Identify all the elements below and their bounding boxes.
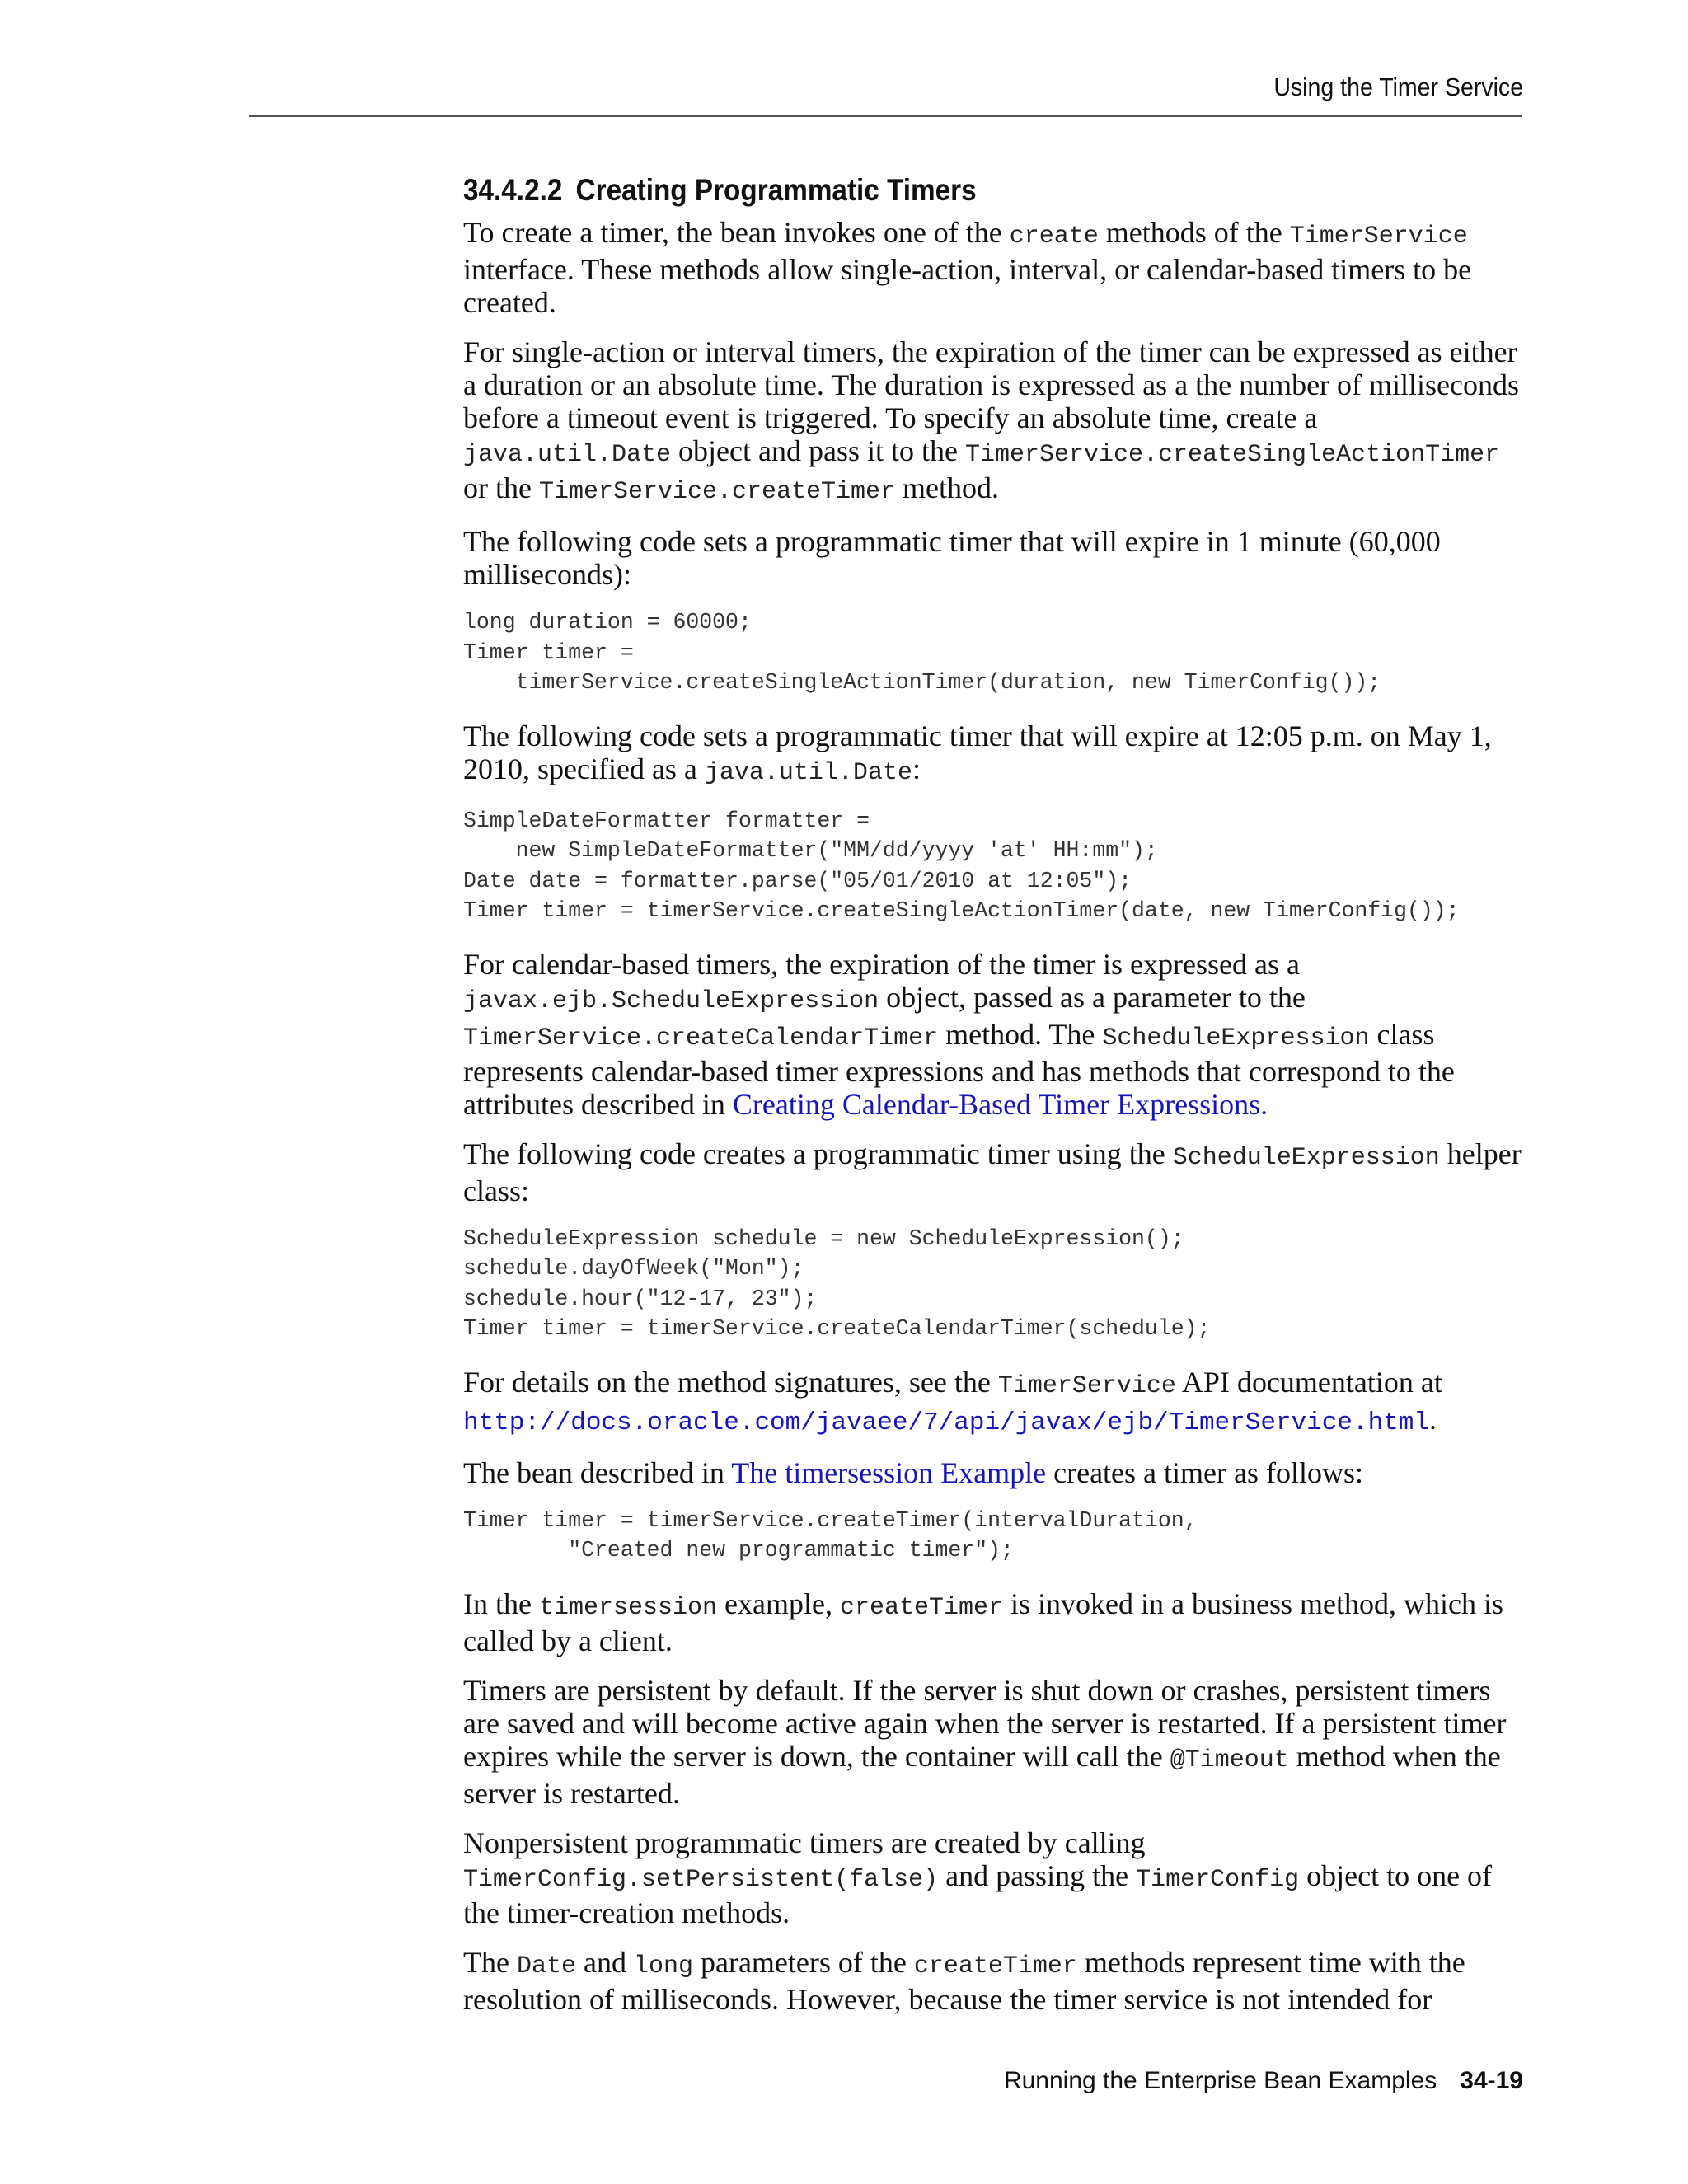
- inline-code: TimerService: [1289, 223, 1468, 251]
- running-header-title: Using the Timer Service: [1273, 73, 1523, 101]
- text-run: interface. These methods allow single-action, interval, or calendar-based timers to be created.: [463, 253, 1472, 319]
- text-run: object and pass it to the: [671, 434, 965, 467]
- text-run: The bean described in: [463, 1455, 732, 1489]
- text-run: method when the server is restarted.: [463, 1739, 1501, 1810]
- inline-code: TimerService.createTimer: [538, 478, 896, 506]
- link-timerservice-api[interactable]: http://docs.oracle.com/javaee/7/api/javax/ejb/TimerService.html: [463, 1408, 1429, 1437]
- paragraph-bean-described: [463, 1456, 1526, 1489]
- text-run: Timers are persistent by default. If the server is shut down or crashes, persistent timers are saved and will become active again when the server is restarted. If a persistent timer expires while the server is down, the container will call the: [463, 1673, 1507, 1773]
- inline-code: create: [1009, 223, 1099, 251]
- section-number: 34.4.2.2: [463, 173, 563, 207]
- text-run: The following code creates a programmatic timer using the: [463, 1137, 1173, 1170]
- page-footer: [1004, 2067, 1523, 2095]
- footer-page-number: 34-19: [1460, 2067, 1523, 2094]
- text-run: Nonpersistent programmatic timers are created by calling: [463, 1825, 1146, 1859]
- inline-code: java.util.Date: [704, 758, 912, 787]
- paragraph-nonpersistent: [463, 1826, 1526, 1929]
- inline-code: TimerService.createCalendarTimer: [463, 1024, 939, 1052]
- text-run: For single-action or interval timers, the expiration of the timer can be expressed as either a duration or an absolute time. The duration is expressed as a the number of milliseconds before a timeout event is triggered. To specify an absolute time, create a: [463, 335, 1520, 434]
- text-run: or the: [463, 471, 539, 504]
- inline-code: @Timeout: [1170, 1746, 1289, 1774]
- text-run: and passing the: [938, 1858, 1137, 1892]
- footer-book-title: Running the Enterprise Bean Examples: [1003, 2067, 1437, 2094]
- text-run: The following code sets a programmatic timer that will expire at 12:05 p.m. on May 1, 2010, specified as a: [463, 719, 1492, 785]
- inline-code: Date: [516, 1952, 576, 1980]
- paragraph-schedule-expression: [463, 1137, 1526, 1207]
- paragraph-calendar-timers: [463, 948, 1526, 1121]
- inline-code: timersession: [538, 1593, 718, 1622]
- paragraph-single-action: [463, 335, 1526, 509]
- text-run: method. The: [938, 1017, 1103, 1051]
- inline-code: createTimer: [839, 1593, 1004, 1622]
- inline-code: ScheduleExpression: [1102, 1024, 1370, 1052]
- inline-code: ScheduleExpression: [1172, 1143, 1440, 1172]
- paragraph-persistent: [463, 1674, 1526, 1810]
- page-body: [463, 171, 1526, 2032]
- inline-code: long: [633, 1952, 693, 1980]
- text-run: .: [1429, 1402, 1437, 1436]
- inline-code: TimerConfig.setPersistent(false): [463, 1865, 939, 1894]
- text-run: API documentation at: [1175, 1365, 1442, 1399]
- link-calendar-timer-expressions[interactable]: Creating Calendar-Based Timer Expressions.: [732, 1087, 1268, 1121]
- code-block-duration: long duration = 60000; Timer timer = timerService.createSingleActionTimer(duration, new TimerConfig());: [463, 610, 1381, 695]
- text-run: methods represent time with the resolution of milliseconds. However, because the timer service is not intended for: [463, 1945, 1465, 2016]
- code-block-date: SimpleDateFormatter formatter = new SimpleDateFormatter("MM/dd/yyyy 'at' HH:mm"); Date date = formatter.parse("05/01/2010 at 12:05"); Timer timer = timerService.createSingleActionTimer(date, new TimerConfig());: [463, 808, 1460, 923]
- text-run: creates a timer as follows:: [1046, 1455, 1363, 1489]
- text-run: object to one of the timer-creation methods.: [463, 1858, 1493, 1929]
- inline-code: createTimer: [913, 1952, 1077, 1980]
- section-heading: [463, 171, 1420, 209]
- text-run: class represents calendar-based timer expressions and has methods that correspond to the attributes described in: [463, 1017, 1455, 1121]
- paragraph-method-signatures: [463, 1366, 1526, 1440]
- text-run: parameters of the: [692, 1945, 914, 1979]
- code-block-schedule: ScheduleExpression schedule = new ScheduleExpression(); schedule.dayOfWeek("Mon"); schedule.hour("12-17, 23"); Timer timer = timerService.createCalendarTimer(schedule);: [463, 1226, 1211, 1341]
- inline-code: TimerService.createSingleActionTimer: [964, 441, 1500, 469]
- text-run: To create a timer, the bean invokes one of the: [463, 216, 1010, 249]
- paragraph-timersession: [463, 1587, 1526, 1657]
- text-run: In the: [463, 1586, 539, 1620]
- inline-code: java.util.Date: [463, 441, 672, 469]
- text-run: is invoked in a business method, which is called by a client.: [463, 1586, 1503, 1657]
- inline-code: TimerService: [997, 1371, 1176, 1400]
- text-run: method.: [895, 471, 1000, 504]
- text-run: object, passed as a parameter to the: [879, 980, 1306, 1014]
- text-run: For details on the method signatures, see the: [463, 1365, 998, 1399]
- header-divider: [249, 115, 1522, 117]
- text-run: example,: [717, 1586, 840, 1620]
- paragraph-resolution: [463, 1946, 1526, 2016]
- inline-code: TimerConfig: [1136, 1865, 1300, 1894]
- text-run: helper class:: [463, 1137, 1522, 1207]
- paragraph-one-minute: The following code sets a programmatic timer that will expire in 1 minute (60,000 milliseconds):: [463, 525, 1441, 591]
- text-run: The: [463, 1945, 517, 1979]
- code-block-create-timer: Timer timer = timerService.createTimer(intervalDuration, "Created new programmatic timer");: [463, 1507, 1198, 1563]
- text-run: methods of the: [1098, 216, 1290, 249]
- section-title: Creating Programmatic Timers: [575, 173, 977, 207]
- text-run: :: [912, 752, 921, 785]
- inline-code: javax.ejb.ScheduleExpression: [463, 987, 879, 1015]
- text-run: For calendar-based timers, the expiration of the timer is expressed as a: [463, 947, 1300, 981]
- text-run: and: [575, 1945, 634, 1979]
- paragraph-create-timer: [463, 216, 1526, 319]
- paragraph-date-timer: [463, 719, 1526, 790]
- link-timersession-example[interactable]: The timersession Example: [731, 1455, 1047, 1489]
